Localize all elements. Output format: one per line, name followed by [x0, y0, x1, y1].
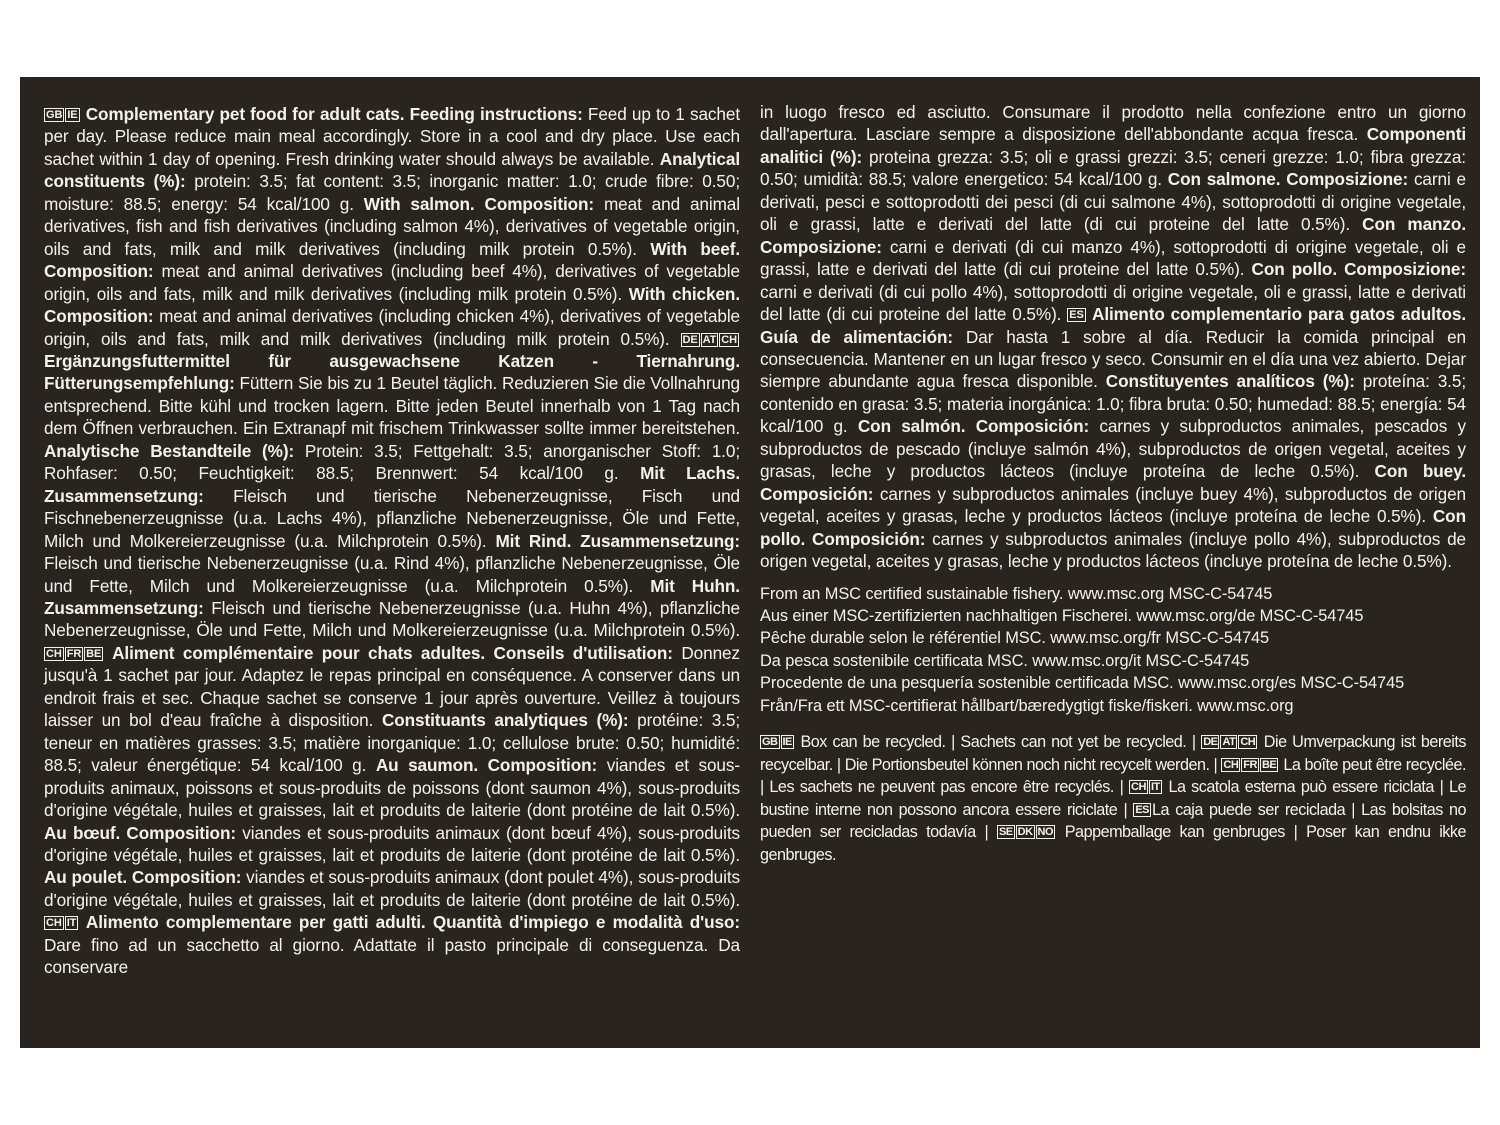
- country-code-badge: CH: [1223, 758, 1239, 771]
- section-heading: Con salmone. Composizione:: [1167, 169, 1409, 190]
- body-text: meat and animal derivatives (including beef 4%), derivatives of vegetable origin, oils and fats, milk and milk derivatives (including milk protein 0.5%).: [44, 261, 740, 304]
- body-text: Pappemballage kan genbruges | Poser kan endnu ikke genbruges.: [760, 823, 1466, 864]
- body-text: proteína: 3.5; contenido en grasa: 3.5; materia inorgánica: 1.0; fibra bruta: 0.50; humedad: 88.5; energía: 54 kcal/100 g.: [760, 371, 1466, 437]
- body-text: meat and animal derivatives, fish and fish derivatives (including salmon 4%), derivatives of vegetable origin, oils and fats, milk and milk derivatives (including milk protein 0.5%).: [44, 193, 740, 259]
- msc-line: Pêche durable selon le référentiel MSC. www.msc.org/fr MSC-C-54745: [760, 629, 1270, 648]
- section-heading: Au saumon. Composition:: [375, 755, 598, 776]
- body-text: protéine: 3.5; teneur en matières grasses: 3.5; matière inorganique: 1.0; cellulose brute: 0.50; humidité: 88.5; valeur énergétique: 54 kcal/100 g.: [44, 710, 740, 776]
- country-code-badge: BE: [1261, 758, 1277, 771]
- body-text: La caja puede ser reciclada | Las bolsitas no pueden ser recicladas todavía |: [760, 800, 1466, 842]
- country-code-badge: CH: [1131, 781, 1146, 794]
- country-code-badge: IE: [67, 109, 78, 121]
- body-text: Fleisch und tierische Nebenerzeugnisse (u.a. Huhn 4%), pflanzliche Nebenerzeugnisse, Öle und Fette, Milch und Molkereierzeugnisse (u.a. Milchprotein 0.5%).: [44, 597, 740, 641]
- multilingual-feeding-text: [44, 103, 740, 979]
- section-heading: Constituants analytiques (%):: [381, 710, 629, 731]
- section-heading: Complementary pet food for adult cats. Feeding instructions:: [80, 104, 583, 124]
- section-heading: Mit Rind. Zusammensetzung:: [495, 530, 740, 551]
- country-code-badge: IT: [1150, 781, 1160, 794]
- body-text: carni e derivati, pesci e sottoprodotti dei pesci (di cui salmone 4%), sottoprodotti di origine vegetale, oli e grassi, latte e derivati del latte (di cui proteine del latte 0.5%).: [760, 169, 1466, 235]
- body-text: proteina grezza: 3.5; oli e grassi grezzi: 3.5; ceneri grezze: 1.0; fibra grezza: 0.50; umidità: 88.5; valore energetico: 54 kcal/100 g.: [760, 146, 1466, 190]
- msc-line: From an MSC certified sustainable fishery. www.msc.org MSC-C-54745: [760, 584, 1273, 603]
- section-heading: Con manzo. Composizione:: [760, 214, 1466, 257]
- body-text: La scatola esterna può essere riciclata | Le bustine interne non possono ancora essere riciclate |: [760, 778, 1467, 819]
- body-text: La boîte peut être recyclée. | Les sachets ne peuvent pas encore être recyclés. |: [760, 755, 1466, 797]
- body-text: Fleisch und tierische Nebenerzeugnisse, Fisch und Fischnebenerzeugnisse (u.a. Lachs 4%), pflanzliche Nebenerzeugnisse, Öle und Fette, Milch und Molkereierzeugnisse (u.a. Milchprotein 0.5%).: [44, 485, 740, 551]
- section-heading: Con pollo. Composizione:: [1251, 259, 1466, 280]
- msc-line: Da pesca sostenibile certificata MSC. www.msc.org/it MSC-C-54745: [760, 651, 1250, 670]
- section-heading: Aliment complémentaire pour chats adultes. Conseils d'utilisation:: [104, 642, 673, 663]
- country-code-badge: ES: [1069, 309, 1084, 322]
- body-text: viandes et sous-produits animaux (dont bœuf 4%), sous-produits d'origine végétale, huiles et graisses, lait et produits de laiterie (dont protéine de lait 0.5%).: [44, 822, 740, 865]
- body-text: Die Umverpackung ist bereits recycelbar. | Die Portionsbeutel können noch nicht recycelt werden. |: [760, 733, 1466, 774]
- country-code-badge: CH: [46, 647, 62, 660]
- body-text: Dare fino ad un sacchetto al giorno. Adattate il pasto principale di conseguenza. Da conservare: [44, 934, 740, 978]
- body-text: carni e derivati (di cui pollo 4%), sottoprodotti di origine vegetale, oli e grassi, latte e derivati del latte (di cui proteine del latte 0.5%).: [760, 281, 1466, 325]
- country-code-badge: DE: [1203, 736, 1218, 749]
- country-code-badge: ES: [1135, 803, 1150, 816]
- section-heading: With salmon. Composition:: [363, 193, 595, 214]
- country-code-badge: IT: [66, 917, 77, 930]
- country-code-badge: GB: [46, 109, 63, 121]
- country-code-badge: NO: [1037, 826, 1054, 839]
- product-label-panel: [20, 77, 1480, 1048]
- country-code-badge: AT: [702, 333, 717, 346]
- country-code-badge: FR: [1243, 758, 1257, 771]
- section-heading: Con salmón. Composición:: [857, 416, 1090, 437]
- country-code-badge: GB: [762, 736, 778, 749]
- body-text: viandes et sous-produits animaux (dont poulet 4%), sous-produits d'origine végétale, huiles et graisses, lait et produits de laiterie (dont protéine de lait 0.5%).: [44, 867, 740, 910]
- section-heading: Au bœuf. Composition:: [44, 822, 236, 843]
- section-heading: Con buey. Composición:: [760, 461, 1466, 504]
- section-heading: Ergänzungsfuttermittel für ausgewachsene Katzen - Tiernahrung. Fütterungsempfehlung:: [44, 350, 740, 394]
- msc-line: Aus einer MSC-zertifizierten nachhaltigen Fischerei. www.msc.org/de MSC-C-54745: [760, 606, 1364, 625]
- country-code-badge: CH: [46, 917, 62, 930]
- left-text-column: [44, 103, 740, 979]
- body-text: Donnez jusqu'à 1 sachet par jour. Adaptez le repas principal en conséquence. A conserver dans un endroit frais et sec. Chaque sachet se conserve 1 jour après ouverture. Veillez à toujours laisser un bol d'eau fraîche à disposition.: [44, 642, 740, 731]
- country-code-badge: CH: [1240, 736, 1256, 749]
- section-heading: Alimento complementare per gatti adulti. Quantità d'impiego e modalità d'uso:: [79, 912, 740, 933]
- body-text: carnes y subproductos animales (incluye pollo 4%), subproductos de origen vegetal, aceites y grasas, leche y productos lácteos (incluye proteína de leche 0.5%).: [760, 528, 1466, 572]
- body-text: Box can be recycled. | Sachets can not yet be recycled. |: [794, 733, 1202, 752]
- body-text: carni e derivati (di cui manzo 4%), sottoprodotti di origine vegetale, oli e grassi, latte e derivati del latte (di cui proteine del latte 0.5%).: [760, 236, 1466, 280]
- body-text: Fleisch und tierische Nebenerzeugnisse (u.a. Rind 4%), pflanzliche Nebenerzeugnisse, Öle und Fette, Milch und Molkereierzeugnisse (u.a. Milchprotein 0.5%).: [44, 553, 740, 596]
- section-heading: With beef. Composition:: [44, 238, 740, 282]
- country-code-badge: IE: [782, 736, 792, 749]
- recycling-info-block: [760, 731, 1466, 866]
- body-text: viandes et sous-produits animaux, poissons et sous-produits de poissons (dont saumon 4%), sous-produits d'origine végétale, huiles et graisses, lait et produits de laiterie (dont protéine de lait 0.5%).: [44, 755, 741, 821]
- section-heading: Con pollo. Composición:: [760, 506, 1466, 549]
- body-text: carnes y subproductos animales (incluye buey 4%), subproductos de origen vegetal, aceites y grasas, leche y productos lácteos (incluye proteína de leche 0.5%).: [760, 483, 1466, 527]
- body-text: in luogo fresco ed asciutto. Consumare il prodotto nella confezione entro un giorno dall'apertura. Lasciare sempre a disposizione dell'abbondante acqua fresca.: [760, 102, 1466, 145]
- section-heading: Componenti analitici (%):: [760, 124, 1466, 167]
- country-code-badge: DE: [682, 333, 698, 346]
- body-text: Dar hasta 1 sobre al día. Reducir la comida principal en consecuencia. Mantener en un lugar fresco y seco. Consumir en el día una vez abierto. Dejar siempre abundante agua fresca disponible.: [760, 326, 1466, 392]
- msc-certification-block: [760, 583, 1466, 718]
- multilingual-feeding-text-continued: [760, 101, 1466, 573]
- right-text-column: [760, 101, 1466, 866]
- body-text: Füttern Sie bis zu 1 Beutel täglich. Reduzieren Sie die Vollnahrung entsprechend. Bitte kühl und trocken lagern. Bitte jeden Beutel innerhalb von 1 Tag nach dem Öffnen verbrauchen. Ein Extranapf mit frischem Trinkwasser sollte immer bereitstehen.: [44, 373, 740, 439]
- country-code-badge: AT: [1222, 736, 1236, 749]
- section-heading: Analytical constituents (%):: [44, 148, 740, 192]
- section-heading: Mit Lachs. Zusammensetzung:: [44, 463, 741, 506]
- msc-line: Procedente de una pesquería sostenible certificada MSC. www.msc.org/es MSC-C-54745: [760, 674, 1405, 693]
- section-heading: Au poulet. Composition:: [44, 867, 242, 888]
- section-heading: Constituyentes analíticos (%):: [1105, 371, 1355, 392]
- country-code-badge: DK: [1017, 826, 1033, 839]
- country-code-badge: FR: [66, 647, 82, 660]
- country-code-badge: CH: [721, 333, 737, 346]
- body-text: Protein: 3.5; Fettgehalt: 3.5; anorganischer Stoff: 1.0; Rohfaser: 0.50; Feuchtigkeit: 88.5; Brennwert: 54 kcal/100 g.: [44, 440, 740, 484]
- section-heading: Analytische Bestandteile (%):: [44, 440, 295, 461]
- body-text: Feed up to 1 sachet per day. Please reduce main meal accordingly. Store in a cool and dry place. Use each sachet within 1 day of opening. Fresh drinking water should always be available.: [44, 104, 740, 169]
- country-code-badge: SE: [998, 826, 1013, 839]
- section-heading: With chicken. Composition:: [44, 283, 740, 327]
- country-code-badge: BE: [86, 647, 102, 660]
- body-text: protein: 3.5; fat content: 3.5; inorganic matter: 1.0; crude fibre: 0.50; moisture: 88.5; energy: 54 kcal/100 g.: [44, 171, 740, 214]
- msc-line: Från/Fra ett MSC-certifierat hållbart/bæredygtigt fiske/fiskeri. www.msc.org: [760, 696, 1294, 715]
- body-text: carnes y subproductos animales, pescados y subproductos de pescado (incluye salmón 4%), subproductos de origen vegetal, aceites y grasas, leche y productos lácteos (incluye proteína de leche 0.5%).: [760, 416, 1467, 482]
- body-text: meat and animal derivatives (including chicken 4%), derivatives of vegetable origin, oils and fats, milk and milk derivatives (including milk protein 0.5%).: [44, 306, 740, 349]
- section-heading: Alimento complementario para gatos adultos. Guía de alimentación:: [760, 304, 1466, 347]
- section-heading: Mit Huhn. Zusammensetzung:: [44, 575, 740, 618]
